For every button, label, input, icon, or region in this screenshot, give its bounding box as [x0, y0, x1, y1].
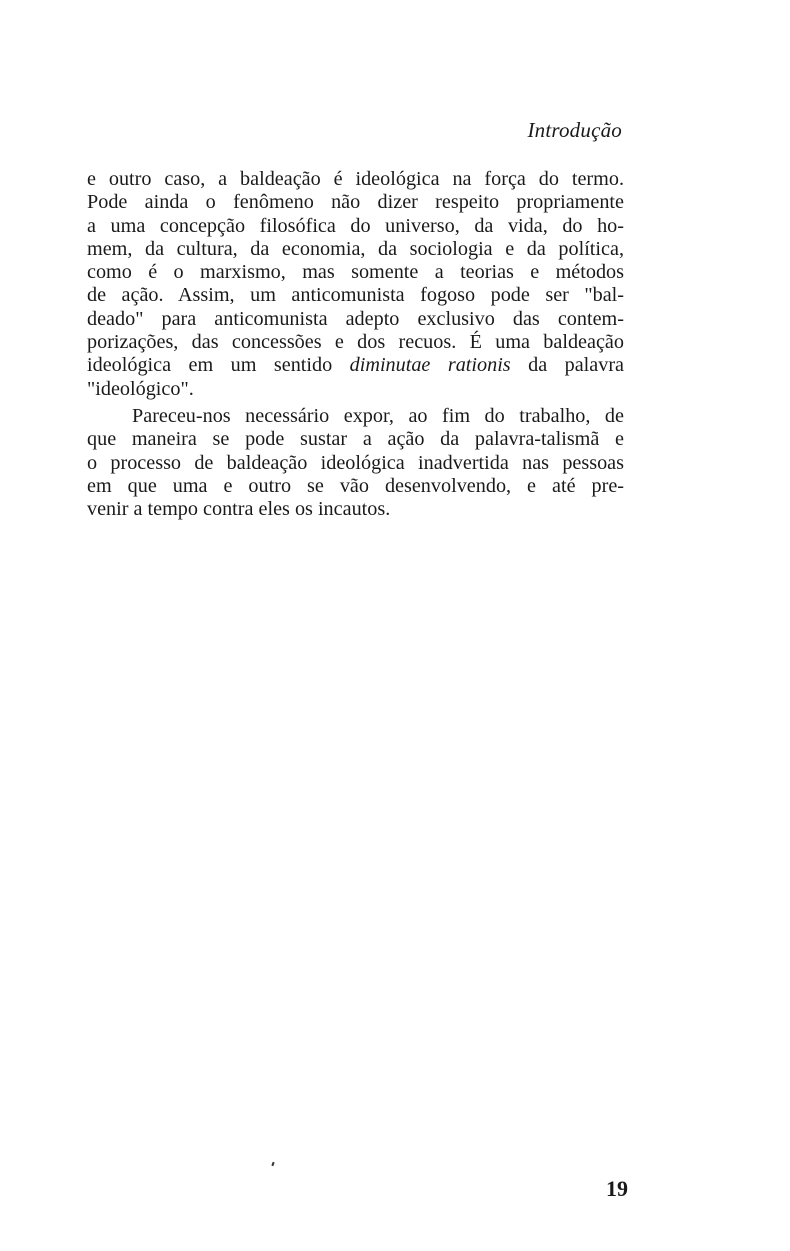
text-line: venir a tempo contra eles os incautos. [87, 498, 391, 521]
text-line-with-italic [87, 354, 624, 377]
text-line: em que uma e outro se vão desenvolvendo, e até pre- [87, 474, 624, 497]
text-line: que maneira se pode sustar a ação da palavra-talismã e [87, 428, 624, 451]
running-head: Introdução [527, 118, 622, 142]
text-line: porizações, das concessões e dos recuos. É uma baldeação [87, 331, 624, 354]
print-speck [271, 1162, 274, 1166]
text-line: deado" para anticomunista adepto exclusivo das contem- [87, 307, 624, 330]
text-line: mem, da cultura, da economia, da sociologia e da política, [87, 237, 624, 260]
body-text [87, 168, 624, 521]
paragraph-2 [87, 405, 624, 521]
text-line: a uma concepção filosófica do universo, da vida, do ho- [87, 214, 624, 237]
paragraph-1 [87, 168, 624, 401]
page-number: 19 [606, 1176, 628, 1201]
text-line: "ideológico". [87, 377, 194, 400]
text-line: como é o marxismo, mas somente a teorias e métodos [87, 261, 624, 284]
text-line: Pareceu-nos necessário expor, ao fim do trabalho, de [132, 404, 624, 427]
text-segment: da palavra [528, 354, 625, 377]
text-line: o processo de baldeação ideológica inadvertida nas pessoas [87, 451, 624, 474]
italic-term: diminutae rationis [349, 354, 511, 377]
text-line: de ação. Assim, um anticomunista fogoso pode ser "bal- [87, 284, 624, 307]
text-segment: ideológica em um sentido [87, 354, 333, 377]
text-line: e outro caso, a baldeação é ideológica na força do termo. [87, 168, 624, 190]
text-line: Pode ainda o fenômeno não dizer respeito propriamente [87, 191, 624, 214]
